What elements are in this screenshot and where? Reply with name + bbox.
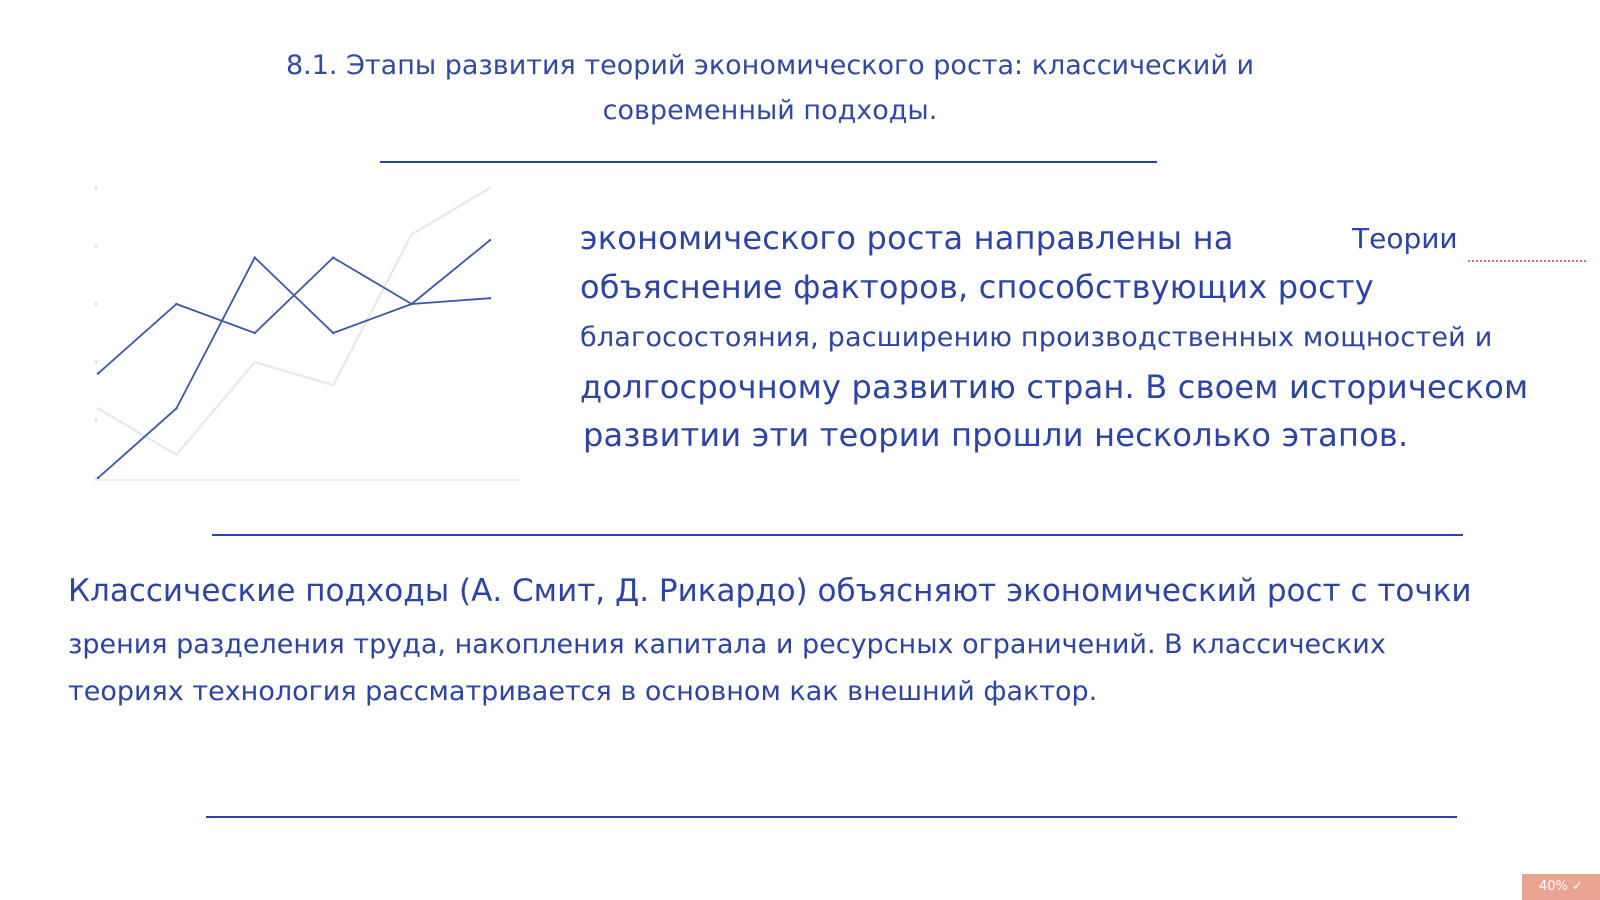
chart-point — [332, 332, 334, 334]
chart-point — [489, 297, 491, 299]
intro-line-5: развитии эти теории прошли несколько этапов. — [583, 416, 1409, 454]
chart-point — [175, 407, 177, 409]
spellcheck-underline — [1468, 260, 1586, 262]
chart-point — [97, 407, 99, 409]
intro-line-2: объяснение факторов, способствующих росту — [580, 268, 1374, 306]
classical-line-3: теориях технология рассматривается в основном как внешний фактор. — [68, 676, 1098, 707]
bottom-divider — [206, 816, 1457, 818]
section-divider — [212, 534, 1463, 536]
decorative-line-chart — [80, 180, 540, 490]
classical-line-2: зрения разделения труда, накопления капитала и ресурсных ограничений. В классических — [68, 629, 1386, 660]
chart-point — [332, 256, 334, 258]
chart-point — [332, 384, 334, 386]
chart-y-tick — [94, 186, 98, 190]
chart-point — [175, 454, 177, 456]
chart-y-tick — [94, 360, 98, 364]
intro-line-4: долгосрочному развитию стран. В своем историческом — [580, 368, 1529, 406]
classical-line-1: Классические подходы (А. Смит, Д. Рикардо) объясняют экономический рост с точки — [68, 573, 1472, 609]
chart-y-tick — [94, 302, 98, 306]
chart-point — [410, 233, 412, 235]
chart-point — [97, 372, 99, 374]
chart-point — [175, 303, 177, 305]
chart-series-line-1 — [98, 240, 490, 373]
chart-point — [489, 239, 491, 241]
progress-badge[interactable]: 40% ✓ — [1522, 874, 1600, 900]
chart-y-tick — [94, 244, 98, 248]
intro-line-1: экономического роста направлены на — [580, 219, 1234, 257]
chart-series-line-2 — [98, 258, 490, 478]
page-title-line-2: современный подходы. — [602, 95, 938, 126]
chart-point — [254, 361, 256, 363]
page-title-line-1: 8.1. Этапы развития теорий экономического роста: классический и — [285, 50, 1255, 81]
title-divider — [380, 161, 1157, 163]
chart-point — [489, 187, 491, 189]
chart-y-tick — [94, 418, 98, 422]
chart-point — [254, 332, 256, 334]
chart-point — [97, 477, 99, 479]
chart-point — [410, 303, 412, 305]
intro-side-word: Теории — [1352, 222, 1458, 255]
chart-point — [254, 256, 256, 258]
intro-line-3: благосостояния, расширению производственных мощностей и — [580, 322, 1493, 353]
